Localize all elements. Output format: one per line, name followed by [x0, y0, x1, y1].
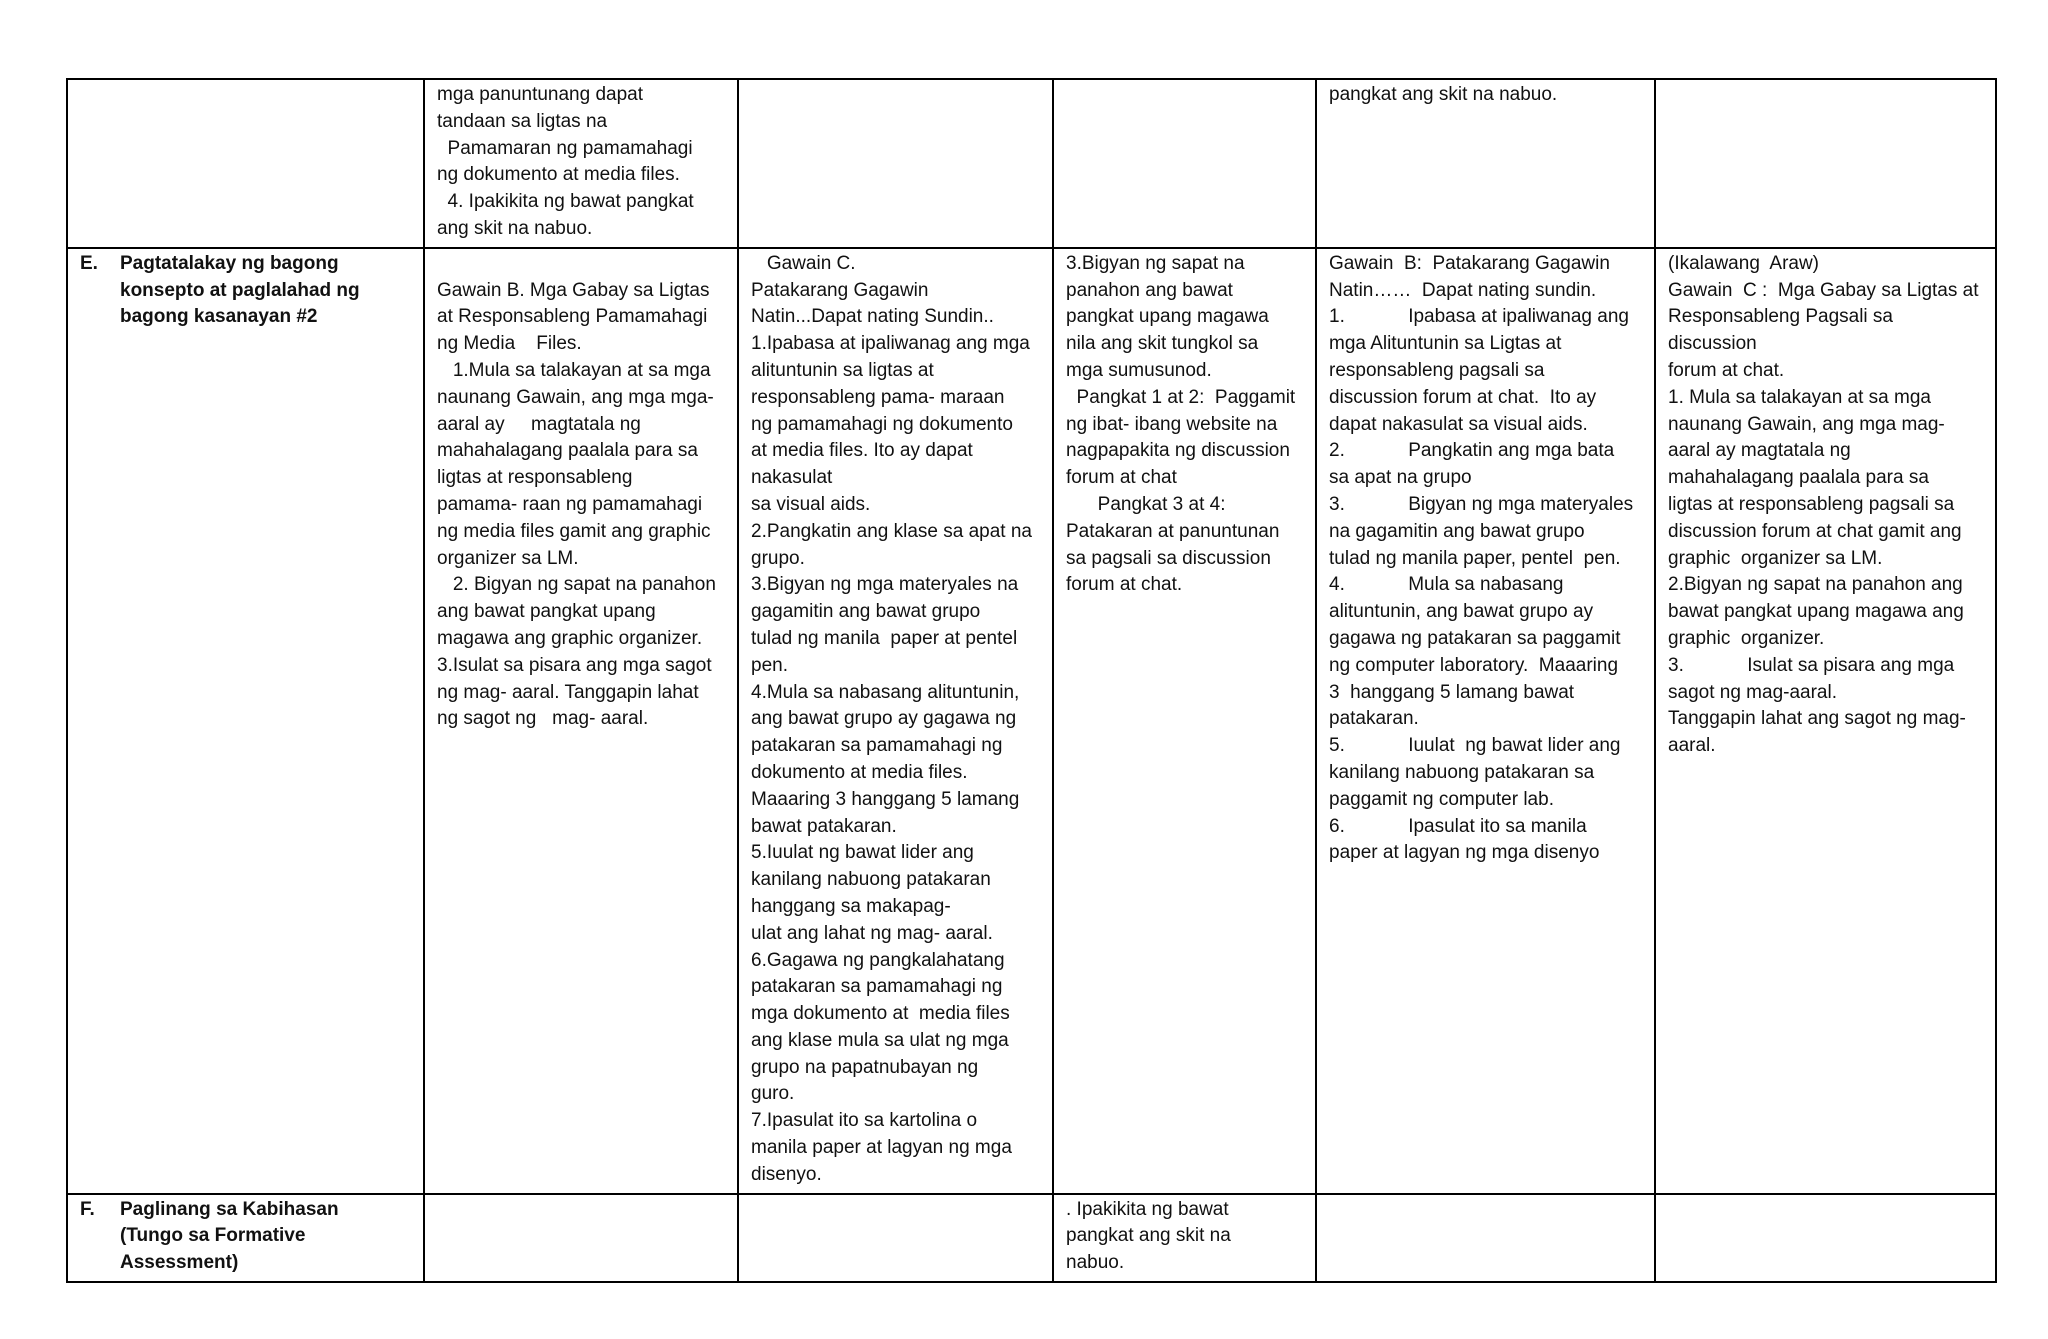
table-cell	[1053, 79, 1316, 248]
cell-text-line: gagamitin ang bawat grupo	[751, 601, 981, 623]
table-cell	[1655, 79, 1996, 248]
cell-text-line: Gawain B: Patakarang Gagawin	[1329, 252, 1610, 274]
cell-text-line: 5.Iuulat ng bawat lider ang	[751, 842, 974, 864]
cell-text-line: at media files. Ito ay dapat	[751, 440, 973, 462]
cell-text-line: ng computer laboratory. Maaaring	[1329, 654, 1619, 676]
cell-text-line: bawat patakaran.	[751, 815, 897, 837]
cell-text-line: kanilang nabuong patakaran sa	[1329, 761, 1595, 783]
cell-text-line: pangkat ang skit na nabuo.	[1329, 84, 1558, 105]
table-cell	[1316, 79, 1655, 248]
cell-text-line: manila paper at lagyan ng mga	[751, 1137, 1012, 1159]
cell-text-line: Tanggapin lahat ang sagot ng mag-	[1668, 708, 1966, 730]
cell-text-line: patakaran.	[1329, 708, 1419, 730]
cell-text-line: mga Alituntunin sa Ligtas at	[1329, 333, 1562, 355]
cell-text-line: Patakaran at panuntunan	[1066, 520, 1280, 542]
cell-text-line: kanilang nabuong patakaran	[751, 869, 991, 891]
cell-text-line: aaral.	[1668, 735, 1716, 757]
cell-text-line: Pangkat 1 at 2: Paggamit	[1066, 386, 1296, 408]
cell-text-line: discussion forum at chat gamit ang	[1668, 520, 1962, 542]
table-cell	[1053, 1194, 1316, 1282]
row-label-line: konsepto at paglalahad ng	[120, 279, 360, 301]
cell-text-line: paggamit ng computer lab.	[1329, 788, 1554, 810]
row-label-line: bagong kasanayan #2	[120, 306, 318, 328]
cell-text-line: aaral ay magtatala ng	[1668, 440, 1851, 462]
cell-text-line: magawa ang graphic organizer.	[437, 627, 703, 649]
cell-text-line: ng media files gamit ang graphic	[437, 520, 711, 542]
table-cell	[738, 79, 1053, 248]
cell-text-line: sa apat na grupo	[1329, 467, 1472, 489]
table-cell	[1316, 248, 1655, 1194]
cell-text-line: graphic organizer sa LM.	[1668, 547, 1883, 569]
table-row	[67, 248, 1996, 1194]
cell-text-line	[437, 251, 727, 278]
cell-text-line: pen.	[751, 654, 788, 676]
cell-text-line: aaral ay magtatala ng	[437, 413, 641, 435]
cell-text-line: 6. Ipasulat ito sa manila	[1329, 815, 1587, 837]
cell-text-line: ang bawat grupo ay gagawa ng	[751, 708, 1017, 730]
cell-text-line: alituntunin sa ligtas at	[751, 359, 934, 381]
cell-text-line: guro.	[751, 1083, 795, 1105]
cell-text-line: nakasulat	[751, 467, 833, 489]
cell-text-line: 1.Ipabasa at ipaliwanag ang mga	[751, 333, 1030, 355]
cell-text-line: Natin...Dapat nating Sundin..	[751, 306, 994, 328]
cell-text-line: 2. Bigyan ng sapat na panahon	[437, 574, 716, 596]
cell-text-line: tulad ng manila paper at pentel	[751, 627, 1018, 649]
cell-text-line: alituntunin, ang bawat grupo ay	[1329, 601, 1594, 623]
cell-text-line: Gawain C.	[751, 252, 856, 274]
cell-text-line: forum at chat.	[1066, 574, 1183, 596]
cell-text-line: organizer sa LM.	[437, 547, 579, 569]
cell-text-line: 4. Mula sa nabasang	[1329, 574, 1564, 596]
cell-text-line: Natin…… Dapat nating sundin.	[1329, 279, 1597, 301]
row-label-cell	[67, 1194, 424, 1282]
cell-text-line: 3. Isulat sa pisara ang mga	[1668, 654, 1955, 676]
table-row	[67, 79, 1996, 248]
cell-text-line: gagawa ng patakaran sa paggamit	[1329, 627, 1621, 649]
cell-text-line: dokumento at media files.	[751, 761, 968, 783]
cell-text-line: discussion	[1668, 333, 1757, 355]
table-cell	[1316, 1194, 1655, 1282]
cell-text-line: 3 hanggang 5 lamang bawat	[1329, 681, 1575, 703]
cell-text-line: pangkat upang magawa	[1066, 306, 1269, 328]
cell-text-line: sa visual aids.	[751, 493, 871, 515]
cell-text-line: sa pagsali sa discussion	[1066, 547, 1271, 569]
cell-text-line: 1.Mula sa talakayan at sa mga	[437, 359, 711, 381]
cell-text-line: 3. Bigyan ng mga materyales	[1329, 493, 1634, 515]
cell-text-line: . Ipakikita ng bawat	[1066, 1198, 1229, 1220]
cell-text-line: disenyo.	[751, 1163, 822, 1185]
cell-text-line: mahahalagang paalala para sa	[1668, 467, 1929, 489]
cell-text-line: ng mag- aaral. Tanggapin lahat	[437, 681, 699, 703]
row-label-line: (Tungo sa Formative	[120, 1225, 306, 1247]
cell-text-line: Maaaring 3 hanggang 5 lamang	[751, 788, 1020, 810]
cell-text-line: nila ang skit tungkol sa	[1066, 333, 1259, 355]
lesson-plan-table	[66, 78, 1997, 1283]
cell-text-line: ng ibat- ibang website na	[1066, 413, 1278, 435]
cell-text-line: ng dokumento at media files.	[437, 164, 680, 186]
cell-text-line: grupo na papatnubayan ng	[751, 1056, 979, 1078]
cell-text-line: nabuo.	[1066, 1252, 1125, 1274]
cell-text-line: ang klase mula sa ulat ng mga	[751, 1029, 1009, 1051]
cell-text-line: grupo.	[751, 547, 805, 569]
table-cell	[738, 248, 1053, 1194]
cell-text-line: 7.Ipasulat ito sa kartolina o	[751, 1110, 978, 1132]
cell-text-line: tulad ng manila paper, pentel pen.	[1329, 547, 1621, 569]
table-cell	[1053, 248, 1316, 1194]
cell-text-line: mga panuntunang dapat	[437, 84, 644, 105]
cell-text-line: 6.Gagawa ng pangkalahatang	[751, 949, 1005, 971]
row-label-line: Paglinang sa Kabihasan	[120, 1198, 339, 1220]
table-row	[67, 1194, 1996, 1282]
cell-text-line: bawat pangkat upang magawa ang	[1668, 601, 1964, 623]
cell-text-line: ang bawat pangkat upang	[437, 601, 656, 623]
cell-text-line: pamama- raan ng pamamahagi	[437, 493, 703, 515]
cell-text-line: forum at chat.	[1668, 359, 1785, 381]
cell-text-line: Gawain C : Mga Gabay sa Ligtas at	[1668, 279, 1979, 301]
row-letter: E.	[80, 252, 98, 274]
table-cell	[1655, 248, 1996, 1194]
cell-text-line: 3.Isulat sa pisara ang mga sagot	[437, 654, 712, 676]
cell-text-line: ligtas at responsableng	[437, 467, 633, 489]
cell-text-line: pangkat ang skit na	[1066, 1225, 1231, 1247]
cell-text-line: 1. Mula sa talakayan at sa mga	[1668, 386, 1931, 408]
cell-text-line: panahon ang bawat	[1066, 279, 1233, 301]
cell-text-line: at Responsableng Pamamahagi	[437, 306, 708, 328]
table-cell	[738, 1194, 1053, 1282]
cell-text-line: forum at chat	[1066, 467, 1177, 489]
cell-text-line: naunang Gawain, ang mga mag-	[1668, 413, 1945, 435]
cell-text-line: ulat ang lahat ng mag- aaral.	[751, 922, 993, 944]
cell-text-line: patakaran sa pamamahagi ng	[751, 976, 1003, 998]
row-label-cell	[67, 248, 424, 1194]
table-cell	[424, 1194, 738, 1282]
cell-text-line: 4.Mula sa nabasang alituntunin,	[751, 681, 1020, 703]
cell-text-line: mahahalagang paalala para sa	[437, 440, 698, 462]
cell-text-line: 3.Bigyan ng mga materyales na	[751, 574, 1019, 596]
cell-text-line: paper at lagyan ng mga disenyo	[1329, 842, 1600, 864]
cell-text-line: Pangkat 3 at 4:	[1066, 493, 1226, 515]
cell-text-line: 4. Ipakikita ng bawat pangkat	[437, 191, 694, 213]
cell-text-line: Responsableng Pagsali sa	[1668, 306, 1893, 328]
cell-text-line: sagot ng mag-aaral.	[1668, 681, 1837, 703]
cell-text-line: responsableng pama- maraan	[751, 386, 1005, 408]
cell-text-line: naunang Gawain, ang mga mga-	[437, 386, 714, 408]
cell-text-line: ng sagot ng mag- aaral.	[437, 708, 649, 730]
table-cell	[424, 248, 738, 1194]
cell-text-line: 3.Bigyan ng sapat na	[1066, 252, 1245, 274]
cell-text-line: tandaan sa ligtas na	[437, 110, 608, 132]
row-letter: F.	[80, 1198, 95, 1220]
cell-text-line: responsableng pagsali sa	[1329, 359, 1545, 381]
cell-text-line: (Ikalawang Araw)	[1668, 252, 1820, 274]
cell-text-line: 2.Bigyan ng sapat na panahon ang	[1668, 574, 1963, 596]
cell-text-line: dapat nakasulat sa visual aids.	[1329, 413, 1588, 435]
cell-text-line: nagpapakita ng discussion	[1066, 440, 1290, 462]
cell-text-line: patakaran sa pamamahagi ng	[751, 735, 1003, 757]
cell-text-line: Gawain B. Mga Gabay sa Ligtas	[437, 279, 710, 301]
cell-text-line: ligtas at responsableng pagsali sa	[1668, 493, 1955, 515]
cell-text-line: na gagamitin ang bawat grupo	[1329, 520, 1585, 542]
cell-text-line: graphic organizer.	[1668, 627, 1825, 649]
cell-text-line: Patakarang Gagawin	[751, 279, 929, 301]
cell-text-line: ng Media Files.	[437, 333, 582, 355]
cell-text-line: mga sumusunod.	[1066, 359, 1212, 381]
cell-text-line: ang skit na nabuo.	[437, 217, 593, 239]
row-label-line: Assessment)	[120, 1252, 239, 1274]
cell-text-line: 2.Pangkatin ang klase sa apat na	[751, 520, 1032, 542]
cell-text-line: 1. Ipabasa at ipaliwanag ang	[1329, 306, 1629, 328]
table-cell	[1655, 1194, 1996, 1282]
cell-text-line: 2. Pangkatin ang mga bata	[1329, 440, 1615, 462]
cell-text-line: hanggang sa makapag-	[751, 895, 951, 917]
cell-text-line: Pamamaran ng pamamahagi	[437, 137, 693, 159]
table-cell	[424, 79, 738, 248]
cell-text-line: mga dokumento at media files	[751, 1003, 1010, 1025]
cell-text-line: ng pamamahagi ng dokumento	[751, 413, 1013, 435]
cell-text-line: 5. Iuulat ng bawat lider ang	[1329, 735, 1621, 757]
row-label-cell	[67, 79, 424, 248]
cell-text-line: discussion forum at chat. Ito ay	[1329, 386, 1597, 408]
row-label-line: Pagtatalakay ng bagong	[120, 252, 339, 274]
